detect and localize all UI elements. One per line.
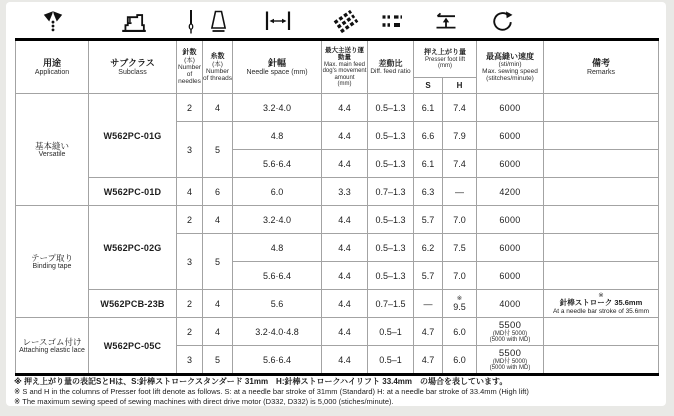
- presser-h-note-mark: ※: [456, 295, 463, 302]
- presser-s-cell: —: [414, 290, 443, 318]
- needles-cell: 3: [177, 234, 203, 290]
- remarks-cell: [544, 206, 659, 234]
- max-feed-cell: 4.4: [322, 122, 368, 150]
- application-ja: 基本縫い: [34, 140, 69, 151]
- needles-header-en: Number of needles: [177, 64, 202, 85]
- presser-lift-header-en: Presser foot lift: [424, 56, 465, 63]
- sewing-machine-icon: [119, 9, 149, 35]
- max-feed-cell: 4.4: [322, 206, 368, 234]
- speed-cell: 6000: [477, 234, 544, 262]
- subclass-header-ja: サブクラス: [110, 57, 155, 68]
- needle-space-icon: [263, 9, 293, 33]
- presser-s-cell: 4.7: [414, 318, 443, 346]
- needle-space-cell: 3.2·4.0: [233, 206, 322, 234]
- application-en: Binding tape: [32, 262, 72, 270]
- needle-space-header-ja: 針幅: [267, 57, 286, 68]
- presser-s-cell: 4.7: [414, 346, 443, 375]
- col-header-presser-lift: [414, 40, 477, 78]
- presser-s-cell: 5.7: [414, 262, 443, 290]
- application-cell: [16, 206, 89, 318]
- diff-ratio-cell: 0.5–1.3: [368, 234, 414, 262]
- speed-cell: 4000: [477, 290, 544, 318]
- remarks-cell: [544, 262, 659, 290]
- presser-foot-lift-icon: [433, 9, 459, 33]
- presser-s-cell: 5.7: [414, 206, 443, 234]
- needles-header-ja: 針数: [182, 49, 197, 56]
- diff-ratio-cell: 0.5–1: [368, 346, 414, 375]
- icon-strip: [0, 4, 674, 37]
- presser-h-cell: [443, 290, 477, 318]
- threads-cell: 5: [203, 234, 233, 290]
- presser-h-cell: 6.0: [443, 318, 477, 346]
- threads-cell: 4: [203, 318, 233, 346]
- needles-cell: 4: [177, 178, 203, 206]
- footnote-presser-lift-en: ※ S and H in the columns of Presser foot lift denote as follows. S: at a needle bar stroke of 31mm (Standard) H: at a needle bar stroke of 33.4mm (High lift): [14, 387, 529, 396]
- col-header-needle-space: [233, 40, 322, 94]
- footnote-presser-lift-ja: ※ 押え上がり量の表記SとHは、S:針棒ストロークスタンダード 31mm H:針棒ストロークハイリフト 33.4mm の場合を表しています。: [14, 377, 508, 386]
- needle-space-cell: 5.6·6.4: [233, 262, 322, 290]
- col-header-max-speed: [477, 40, 544, 94]
- threads-cell: 4: [203, 94, 233, 122]
- col-header-presser-s: S: [414, 78, 443, 94]
- remarks-cell: [544, 150, 659, 178]
- thread-cone-icon: [208, 8, 229, 35]
- threads-header-en: Number of threads: [203, 67, 232, 82]
- needle-space-cell: 5.6·6.4: [233, 346, 322, 375]
- threads-cell: 5: [203, 346, 233, 375]
- presser-s-cell: 6.3: [414, 178, 443, 206]
- remark-ja: 針棒ストローク 35.6mm: [559, 298, 643, 307]
- remarks-cell: [544, 318, 659, 346]
- application-cell: [16, 318, 89, 375]
- threads-header-unit: (本): [212, 60, 223, 68]
- diff-ratio-cell: 0.5–1.3: [368, 206, 414, 234]
- speed-cell: [477, 318, 544, 346]
- presser-h-value: 9.5: [453, 302, 466, 312]
- needle-space-cell: 4.8: [233, 234, 322, 262]
- remarks-cell: [544, 346, 659, 375]
- col-header-max-feed: [322, 40, 368, 94]
- subclass-cell: W562PC-02G: [89, 206, 177, 290]
- max-feed-cell: 4.4: [322, 94, 368, 122]
- diff-ratio-cell: 0.7–1.3: [368, 178, 414, 206]
- speed-cell: 4200: [477, 178, 544, 206]
- needles-cell: 2: [177, 206, 203, 234]
- speed-cell: 6000: [477, 262, 544, 290]
- diff-ratio-cell: 0.7–1.5: [368, 290, 414, 318]
- max-speed-header-sub3: (stitches/minute): [486, 74, 534, 82]
- remarks-cell: [544, 178, 659, 206]
- presser-h-cell: 7.9: [443, 122, 477, 150]
- max-feed-header-ja: 最大主送り運動量: [325, 46, 364, 61]
- footnote-max-speed-en: ※ The maximum sewing speed of sewing machines with direct drive motor (D332, D332) is 5,000 (stiches/minute).: [14, 396, 394, 406]
- needle-space-cell: 4.8: [233, 122, 322, 150]
- diff-ratio-cell: 0.5–1.3: [368, 122, 414, 150]
- application-header-ja: 用途: [42, 57, 61, 68]
- threads-cell: 4: [203, 206, 233, 234]
- garment-icon: [40, 8, 66, 34]
- needle-space-cell: 3.2·4.0: [233, 94, 322, 122]
- needle-space-cell: 5.6: [233, 290, 322, 318]
- presser-s-cell: 6.6: [414, 122, 443, 150]
- presser-h-cell: 7.0: [443, 262, 477, 290]
- col-header-remarks: [544, 40, 659, 94]
- remarks-cell: [544, 94, 659, 122]
- spec-row: [16, 178, 659, 206]
- diff-ratio-cell: 0.5–1: [368, 318, 414, 346]
- speed-note-en: (5000 with MD): [489, 365, 531, 371]
- speed-note-ja: (MD付 5000): [492, 358, 528, 365]
- footnotes: [14, 377, 662, 406]
- subclass-header-en: Subclass: [118, 68, 147, 76]
- spec-table: [15, 38, 659, 376]
- needles-cell: 2: [177, 94, 203, 122]
- threads-cell: 5: [203, 122, 233, 178]
- max-speed-header-sub2: Max. sewing speed: [482, 67, 538, 75]
- needle-space-cell: 5.6·6.4: [233, 150, 322, 178]
- needles-cell: 2: [177, 290, 203, 318]
- speed-cell: 6000: [477, 94, 544, 122]
- max-feed-cell: 4.4: [322, 234, 368, 262]
- max-feed-cell: 4.4: [322, 318, 368, 346]
- presser-h-cell: 6.0: [443, 346, 477, 375]
- application-cell: [16, 94, 89, 206]
- speed-note-en: (5000 with MD): [489, 337, 531, 343]
- col-header-diff-ratio: [368, 40, 414, 94]
- threads-cell: 6: [203, 178, 233, 206]
- rotation-speed-icon: [489, 8, 516, 35]
- col-header-subclass: [89, 40, 177, 94]
- presser-h-cell: —: [443, 178, 477, 206]
- application-en: Attaching elastic lace: [19, 346, 85, 354]
- max-feed-cell: 4.4: [322, 290, 368, 318]
- presser-h-cell: 7.4: [443, 94, 477, 122]
- remark-en: At a needle bar stroke of 35.6mm: [552, 307, 650, 315]
- speed-cell: 6000: [477, 122, 544, 150]
- presser-h-cell: 7.0: [443, 206, 477, 234]
- spec-table-wrap: [15, 38, 659, 376]
- remark-mark: ※: [598, 292, 604, 299]
- remarks-cell: [544, 122, 659, 150]
- needle-icon: [186, 8, 196, 35]
- presser-lift-header-ja: 押え上がり量: [424, 48, 466, 56]
- max-feed-header-en: Max. main feed dog's movement amount: [322, 61, 367, 81]
- feed-dog-icon: [333, 9, 359, 34]
- presser-s-cell: 6.1: [414, 150, 443, 178]
- max-feed-cell: 3.3: [322, 178, 368, 206]
- speed-note-ja: (MD付 5000): [492, 330, 528, 337]
- needles-cell: 3: [177, 346, 203, 375]
- diff-ratio-cell: 0.5–1.3: [368, 150, 414, 178]
- threads-header-ja: 糸数: [210, 52, 225, 60]
- presser-h-cell: 7.5: [443, 234, 477, 262]
- speed-cell: [477, 346, 544, 375]
- max-speed-header-ja: 最高縫い速度: [486, 51, 534, 61]
- presser-h-cell: 7.4: [443, 150, 477, 178]
- needle-space-cell: 6.0: [233, 178, 322, 206]
- remarks-header-ja: 備考: [591, 57, 610, 68]
- diff-ratio-header-en: Diff. feed ratio: [370, 67, 411, 75]
- max-speed-header-sub1: (sti/min): [498, 60, 522, 68]
- application-ja: テープ取り: [30, 252, 74, 263]
- needles-cell: 3: [177, 122, 203, 178]
- remarks-cell: [544, 290, 659, 318]
- spec-row: [16, 318, 659, 346]
- presser-s-cell: 6.2: [414, 234, 443, 262]
- diff-ratio-header-ja: 差動比: [378, 58, 403, 68]
- max-feed-cell: 4.4: [322, 150, 368, 178]
- speed-value: 5500: [498, 347, 522, 359]
- max-feed-header-unit: (mm): [337, 81, 352, 87]
- differential-feed-icon: [379, 11, 405, 33]
- spec-row: [16, 94, 659, 122]
- speed-cell: 6000: [477, 206, 544, 234]
- subclass-cell: W562PC-05C: [89, 318, 177, 375]
- subclass-cell: W562PC-01G: [89, 94, 177, 178]
- needles-header-unit: (本): [184, 57, 195, 64]
- remarks-header-en: Remarks: [586, 68, 615, 76]
- speed-value: 5500: [498, 319, 522, 331]
- col-header-presser-h: H: [443, 78, 477, 94]
- col-header-application: [16, 40, 89, 94]
- max-feed-cell: 4.4: [322, 262, 368, 290]
- col-header-needles: [177, 40, 203, 94]
- subclass-cell: W562PC-01D: [89, 178, 177, 206]
- diff-ratio-cell: 0.5–1.3: [368, 94, 414, 122]
- needle-space-cell: 3.2·4.0·4.8: [233, 318, 322, 346]
- needles-cell: 2: [177, 318, 203, 346]
- presser-s-cell: 6.1: [414, 94, 443, 122]
- application-en: Versatile: [38, 150, 66, 158]
- application-header-en: Application: [34, 68, 70, 76]
- application-ja: レースゴム付け: [22, 336, 82, 347]
- threads-cell: 4: [203, 290, 233, 318]
- subclass-cell: W562PCB-23B: [89, 290, 177, 318]
- col-header-threads: [203, 40, 233, 94]
- presser-lift-header-unit: (mm): [438, 63, 452, 69]
- needle-space-header-en: Needle space (mm): [246, 68, 308, 76]
- diff-ratio-cell: 0.5–1.3: [368, 262, 414, 290]
- max-feed-cell: 4.4: [322, 346, 368, 375]
- spec-row: [16, 290, 659, 318]
- speed-cell: 6000: [477, 150, 544, 178]
- spec-row: [16, 206, 659, 234]
- remarks-cell: [544, 234, 659, 262]
